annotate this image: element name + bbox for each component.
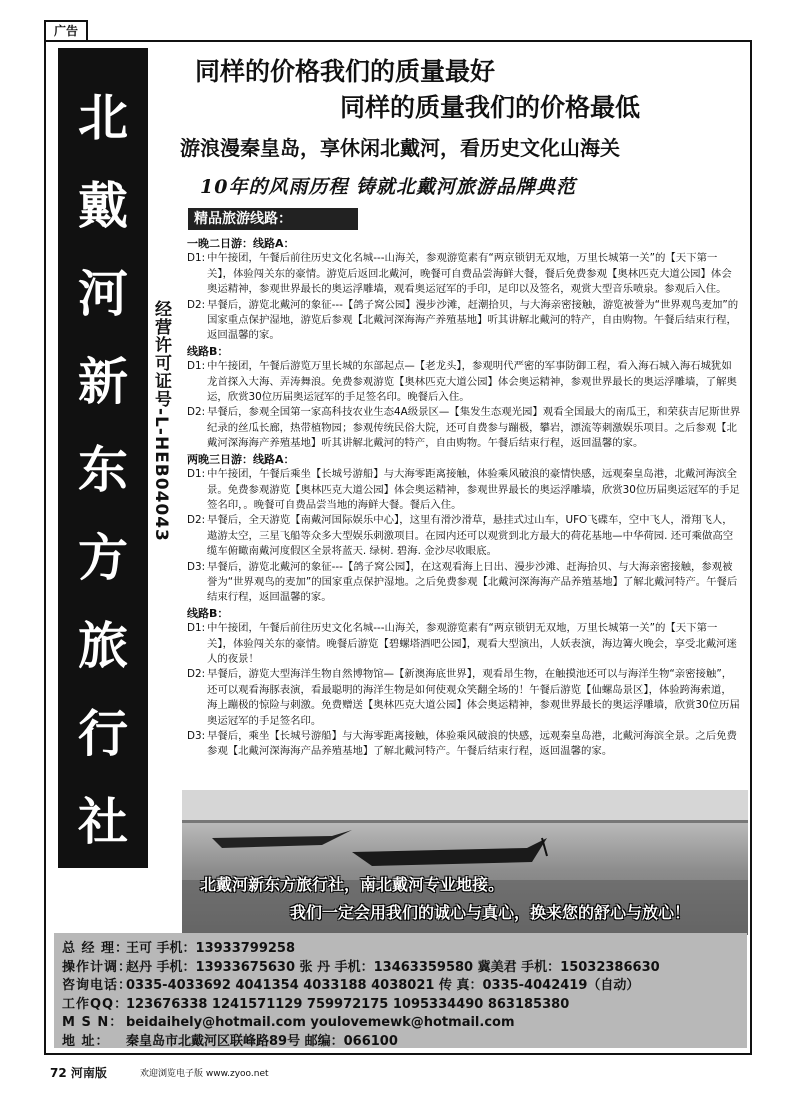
license-number: 经营许可证号-L-HEB04043 — [151, 300, 171, 542]
side-title-char: 北 — [78, 88, 128, 147]
day-label: D2: — [187, 298, 206, 311]
contact-label: 咨询电话： — [62, 978, 133, 993]
itinerary-day — [187, 405, 742, 451]
slogan-local: 北戴河新东方旅行社，南北戴河专业地接。 — [200, 875, 505, 894]
day-text: 早餐后，游览北戴河的象征---【鸽子窝公园】，在这观看海上日出、漫步沙滩、赶海拾贝、与大海亲密接触，参观被誉为“世界观鸟的麦加”的国家重点保护湿地。之后免费参观【北戴河深海海产品养殖基地】了解北戴河特产。午餐后结束行程，返回温馨的家。 — [207, 560, 738, 604]
day-label: D1: — [187, 252, 206, 265]
section-title: 精品旅游线路： — [188, 208, 358, 230]
side-title-char: 行 — [78, 704, 128, 763]
day-label: D3: — [187, 560, 206, 573]
headline-destinations: 游浪漫秦皇岛，享休闲北戴河，看历史文化山海关 — [180, 136, 620, 160]
day-text: 中午接团，午餐后前往历史文化名城---山海关，参观游览素有“两京锁钥无双地，万里长城第一关”的【天下第一关】，体验闯关东的豪情。游览后返回北戴河，晚餐可自费品尝海鲜大餐，餐后免费参观【奥林匹克大道公园】体会奥运精神，参观世界最长的奥运浮雕墙，观看奥运冠军的手印，足印以及签名，观赏大型音乐喷泉。参观后入住。 — [207, 252, 732, 296]
itinerary-day — [187, 729, 742, 760]
contact-label: 工作QQ： — [62, 996, 129, 1012]
contact-row — [62, 956, 660, 975]
day-text: 早餐后，游览大型海洋生物自然博物馆—【新澳海底世界】，观看昂生物，在触摸池还可以与海洋生物“亲密接触”，还可以观看海豚表演，看最聪明的海洋生物是如何使观众笑翻全场的！午餐后游览【仙螺岛景区】，体验跨海索道，海上蹦极的惊险与刺激。免费赠送【奥林匹克大道公园】体会奥运精神，参观世界最长的奥运浮雕墙，欣赏30位历届奥运冠军的手足签名印。 — [207, 668, 740, 727]
ad-tag: 广告 — [44, 20, 88, 42]
headline-price: 同样的价格我们的质量最好 — [195, 57, 496, 86]
day-label: D2: — [187, 514, 206, 527]
contact-value: 123676338 1241571129 759972175 1095334490 863185380 — [126, 996, 570, 1012]
headline-brand: 10年的风雨历程 铸就北戴河旅游品牌典范 — [200, 176, 577, 198]
contact-row — [62, 937, 295, 956]
day-label: D1: — [187, 468, 206, 481]
day-text: 早餐后，游览北戴河的象征---【鸽子窝公园】漫步沙滩，赶潮拾贝，与大海亲密接触，游览被誉为“世界观鸟麦加”的国家重点保护湿地，游览后参观【北戴河深海海产养殖基地】听其讲解北戴河的特产，自由购物。午餐后结束行程，返回温馨的家。 — [207, 298, 739, 342]
itinerary-day — [187, 251, 742, 297]
footer-url: 欢迎浏览电子版 www.zyoo.net — [140, 1069, 269, 1079]
slogan-promise: 我们一定会用我们的诚心与真心，换来您的舒心与放心！ — [290, 903, 691, 922]
day-text: 早餐后，全天游览【南戴河国际娱乐中心】，这里有滑沙滑草，悬挂式过山车，UFO飞碟车，空中飞人，滑翔飞人，遨游太空，三星飞船等众多大型娱乐刺激项目。在园内还可以观赏到北方最大的荷花基地—中华荷园. 还可乘做高空缆车俯瞰南戴河度假区全景将蓝天. 绿树. 碧海. 金沙尽收眼底。 — [207, 514, 734, 558]
side-title-char: 旅 — [78, 616, 128, 675]
itinerary-day — [187, 359, 742, 405]
itinerary-day — [187, 621, 742, 667]
contact-row — [62, 993, 569, 1012]
contact-row — [62, 974, 639, 993]
day-text: 中午接团，午餐后乘坐【长城号游船】与大海零距离接触，体验乘风破浪的豪情快感，远观秦皇岛港，北戴河海滨全景。免费参观游览【奥林匹克大道公园】体会奥运精神，参观世界最长的奥运浮雕墙，欣赏30位历届奥运冠军的手足签名印，。晚餐可自费品尝当地的海鲜大餐。餐后入住。 — [207, 468, 740, 511]
day-label: D2: — [187, 668, 206, 681]
side-title-char: 河 — [78, 264, 128, 323]
day-text: 早餐后，乘坐【长城号游船】与大海零距离接触，体验乘风破浪的快感，远观秦皇岛港，北戴河海滨全景。之后免费参观【北戴河深海海产品养殖基地】了解北戴河特产。午餐后结束行程，返回温馨的家。 — [207, 730, 737, 758]
itinerary-day — [187, 667, 742, 729]
itinerary-day — [187, 513, 742, 559]
day-label: D3: — [187, 730, 206, 742]
page-footer: 72 河南版 — [50, 1066, 107, 1080]
side-title-char: 东 — [78, 440, 128, 499]
day-label: D1: — [187, 360, 206, 373]
route-title: 一晚二日游：线路A： — [187, 237, 295, 250]
contact-label: 操作计调： — [62, 959, 133, 975]
route-title: 线路B： — [187, 606, 229, 620]
contact-row — [62, 1011, 515, 1030]
contact-value: 0335-4033692 4041354 4033188 4038021 传 真：0335-4042419（自动） — [126, 978, 640, 993]
side-title-panel — [58, 48, 148, 868]
contact-value: beidaihely@hotmail.com youlovemewk@hotmail.com — [126, 1015, 515, 1030]
day-text: 中午接团，午餐后前往历史文化名城---山海关，参观游览素有“两京锁钥无双地，万里长城第一关”的【天下第一关】，体验闯关东的豪情。晚餐后游览【碧螺塔酒吧公园】，观看大型演出，人妖表演，海边篝火晚会，享受北戴河迷人的夜景！ — [207, 622, 737, 665]
day-label: D2: — [187, 406, 206, 419]
route-title: 线路B： — [187, 344, 229, 358]
route-title: 两晚三日游：线路A： — [187, 452, 295, 466]
side-title-char: 新 — [78, 352, 128, 411]
contact-label: 地 址： — [62, 1033, 110, 1049]
contact-label: 总 经 理： — [62, 941, 130, 956]
contact-label: M S N： — [62, 1015, 124, 1030]
itinerary-day — [187, 298, 742, 344]
headline-quality: 同样的质量我们的价格最低 — [340, 93, 641, 122]
itinerary-day — [187, 467, 742, 513]
day-label: D1: — [187, 622, 206, 635]
day-text: 中午接团，午餐后游览万里长城的东部起点—【老龙头】，参观明代严密的军事防御工程，看入海石城入海石城犹如龙首探入大海、弄涛舞浪。免费参观游览【奥林匹克大道公园】体会奥运精神，参观世界最长的奥运浮雕墙，了解奥运，欣赏30位历届奥运冠军的手足签名印。晚餐后入住。 — [207, 360, 737, 404]
side-title-char: 戴 — [78, 176, 128, 235]
routes-list — [187, 236, 742, 760]
contact-value: 秦皇岛市北戴河区联峰路89号 邮编：066100 — [126, 1033, 398, 1049]
contact-panel — [54, 933, 747, 1048]
itinerary-day — [187, 560, 742, 606]
contact-value: 王可 手机：13933799258 — [126, 941, 296, 956]
contact-value: 赵丹 手机：13933675630 张 丹 手机：13463359580 冀美君 手机：15032386630 — [126, 959, 660, 975]
contact-row — [62, 1030, 398, 1049]
day-text: 早餐后，参观全国第一家高科技农业生态4A级景区—【集发生态观光园】观看全国最大的南瓜王，和荣获吉尼斯世界纪录的丝瓜长廊，热带植物园；参观传统民俗大院，还可自费参与蹦极，攀岩，漂流等刺激娱乐项目。之后参观【北戴河深海海产养殖基地】听其讲解北戴河的特产，自由购物。午餐后结束行程，返回温馨的家。 — [207, 406, 741, 450]
side-title-char: 方 — [78, 528, 128, 587]
side-title-char: 社 — [78, 792, 128, 851]
